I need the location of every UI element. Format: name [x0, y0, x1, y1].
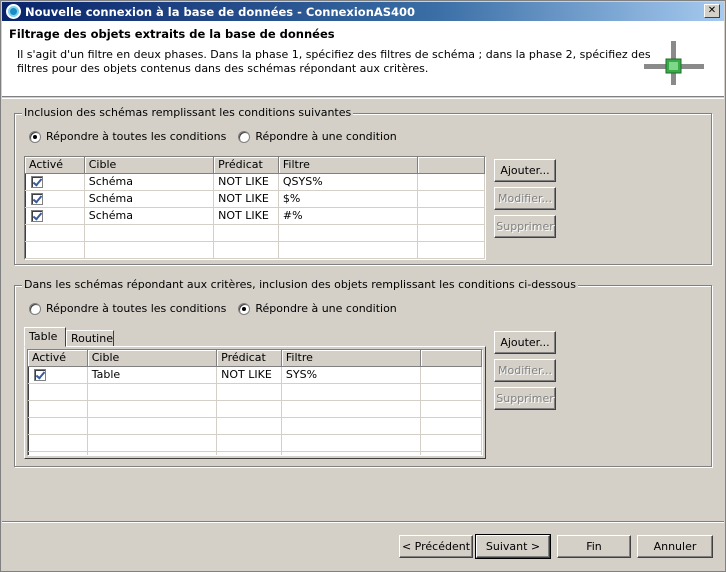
row-filter: $%: [279, 191, 418, 208]
table-row[interactable]: [25, 191, 485, 208]
column-header-empty: [418, 157, 485, 174]
table-header: [28, 350, 482, 367]
row-predicate: NOT LIKE: [214, 174, 279, 191]
column-header-enabled[interactable]: Activé: [25, 157, 85, 174]
row-enabled-checkbox[interactable]: [34, 369, 46, 381]
title-bar[interactable]: [2, 2, 724, 21]
schema-radio-one[interactable]: [238, 131, 250, 143]
column-header-predicate[interactable]: Prédicat: [214, 157, 279, 174]
column-header-filter[interactable]: Filtre: [282, 350, 421, 367]
empty-row: [25, 242, 485, 259]
column-header-predicate[interactable]: Prédicat: [217, 350, 282, 367]
empty-row: [25, 225, 485, 242]
cancel-button[interactable]: Annuler: [637, 535, 713, 558]
page-title: Filtrage des objets extraits de la base de données: [9, 27, 335, 41]
schema-radio-all[interactable]: [29, 131, 41, 143]
schema-delete-button[interactable]: Supprimer: [494, 215, 556, 238]
back-button[interactable]: < Précédent: [399, 535, 473, 558]
object-radio-group: [29, 302, 409, 315]
row-filter: #%: [279, 208, 418, 225]
tab-table[interactable]: Table: [24, 327, 66, 347]
wizard-banner: [2, 21, 724, 97]
empty-row: [28, 452, 482, 456]
row-predicate: NOT LIKE: [217, 367, 282, 384]
row-enabled-checkbox[interactable]: [31, 193, 43, 205]
schema-radio-one-label[interactable]: Répondre à une condition: [255, 130, 397, 143]
object-radio-one-label[interactable]: Répondre à une condition: [255, 302, 397, 315]
schema-radio-group: [29, 130, 409, 143]
column-header-filter[interactable]: Filtre: [279, 157, 418, 174]
empty-row: [28, 384, 482, 401]
footer-separator: [2, 521, 724, 523]
row-filter: SYS%: [282, 367, 421, 384]
app-icon: [6, 4, 21, 19]
column-header-target[interactable]: Cible: [88, 350, 217, 367]
row-target: Schéma: [85, 208, 214, 225]
object-modify-button[interactable]: Modifier...: [494, 359, 556, 382]
schema-add-button[interactable]: Ajouter...: [494, 159, 556, 182]
schema-modify-button[interactable]: Modifier...: [494, 187, 556, 210]
column-header-target[interactable]: Cible: [85, 157, 214, 174]
column-header-empty: [421, 350, 482, 367]
row-enabled-checkbox[interactable]: [31, 176, 43, 188]
row-target: Schéma: [85, 191, 214, 208]
table-header: [25, 157, 485, 174]
row-target: Table: [88, 367, 217, 384]
banner-separator: [2, 98, 724, 99]
row-predicate: NOT LIKE: [214, 191, 279, 208]
table-row[interactable]: [25, 174, 485, 191]
finish-button[interactable]: Fin: [557, 535, 631, 558]
object-filter-table[interactable]: [27, 349, 483, 456]
row-filter: QSYS%: [279, 174, 418, 191]
row-target: Schéma: [85, 174, 214, 191]
empty-row: [28, 401, 482, 418]
object-group-legend: Dans les schémas répondant aux critères, inclusion des objets remplissant les conditions ci-dessous: [24, 278, 576, 291]
object-radio-all[interactable]: [29, 303, 41, 315]
object-radio-one[interactable]: [238, 303, 250, 315]
column-header-enabled[interactable]: Activé: [28, 350, 88, 367]
schema-radio-all-label[interactable]: Répondre à toutes les conditions: [46, 130, 227, 143]
object-delete-button[interactable]: Supprimer: [494, 387, 556, 410]
empty-row: [28, 435, 482, 452]
row-enabled-checkbox[interactable]: [31, 210, 43, 222]
close-icon[interactable]: ✕: [704, 4, 720, 18]
empty-row: [28, 418, 482, 435]
object-radio-all-label[interactable]: Répondre à toutes les conditions: [46, 302, 227, 315]
next-button[interactable]: Suivant >: [476, 535, 550, 558]
filter-network-icon: [644, 41, 704, 85]
page-description: Il s'agit d'un filtre en deux phases. Dans la phase 1, spécifiez des filtres de schéma ; dans la phase 2, spécifiez des filtres pour des objets contenus dans des schémas répondant aux critères.: [17, 48, 651, 75]
table-row[interactable]: [28, 367, 482, 384]
row-predicate: NOT LIKE: [214, 208, 279, 225]
schema-group-legend: Inclusion des schémas remplissant les conditions suivantes: [24, 106, 352, 119]
object-add-button[interactable]: Ajouter...: [494, 331, 556, 354]
tab-routine[interactable]: Routine: [66, 330, 114, 347]
table-row[interactable]: [25, 208, 485, 225]
window-title: Nouvelle connexion à la base de données - ConnexionAS400: [25, 4, 416, 19]
schema-filter-table[interactable]: [24, 156, 486, 260]
